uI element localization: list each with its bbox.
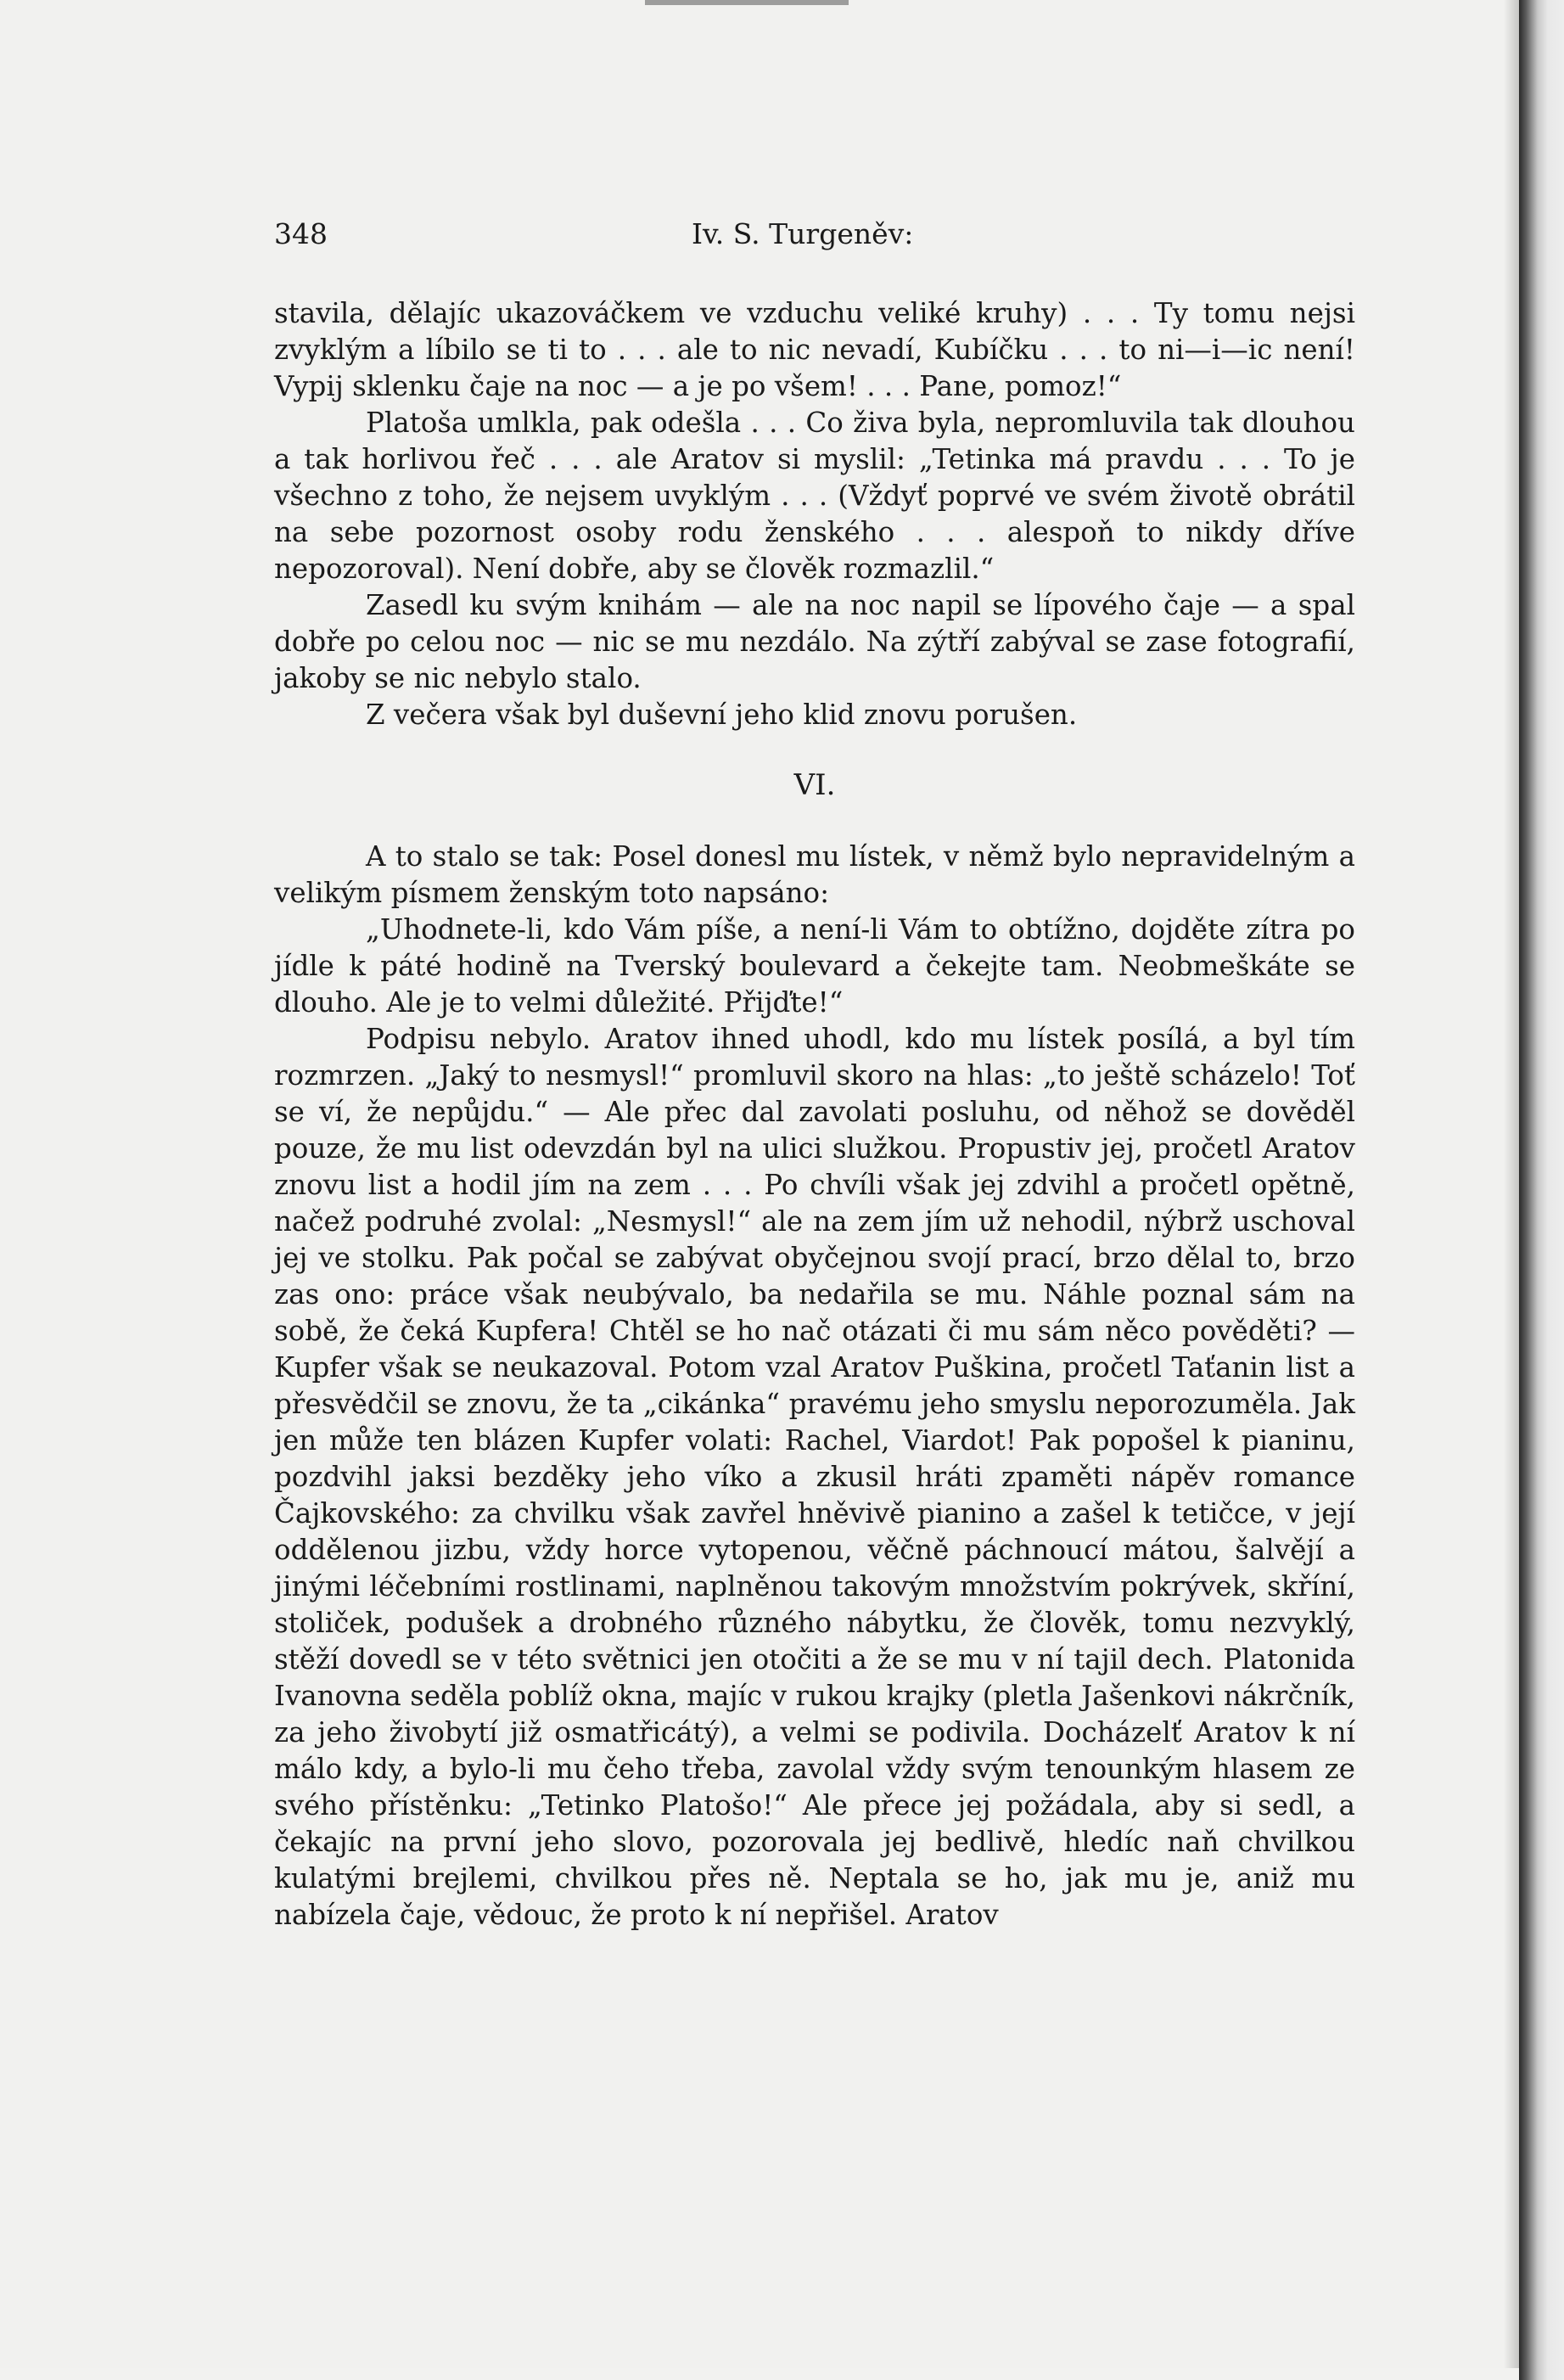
paragraph: „Uhodnete-li, kdo Vám píše, a není-li Vám to obtížno, dojděte zítra po jídle k páté hodině na Tverský boulevard a čekejte tam. Neobmeškáte se dlouho. Ale je to velmi důležité. Přijďte!“	[274, 913, 1355, 1019]
paragraph: Z večera však byl duševní jeho klid znovu porušen.	[366, 699, 1078, 731]
paragraph: A to stalo se tak: Posel donesl mu lístek, v němž bylo nepravidelným a velikým písmem ženským toto napsáno:	[274, 840, 1355, 909]
chapter-heading: VI.	[793, 768, 836, 802]
body-text	[274, 295, 1355, 1934]
paragraph: Platoša umlkla, pak odešla . . . Co živa byla, nepromluvila tak dlouhou a tak horlivou řeč . . . ale Aratov si myslil: „Tetinka má pravdu . . . To je všechno z toho, že nejsem uvyklým . . . (Vždyť poprvé ve svém životě obrátil na sebe pozornost osoby rodu ženského . . . alespoň to nikdy dříve nepozoroval). Není dobře, aby se člověk rozmazlil.“	[274, 407, 1355, 585]
running-header	[274, 217, 1355, 260]
page-edge-shadow	[1504, 0, 1519, 2368]
scan-smudge	[645, 0, 849, 5]
paragraph: Podpisu nebylo. Aratov ihned uhodl, kdo mu lístek posílá, a byl tím rozmrzen. „Jaký to nesmysl!“ promluvil skoro na hlas: „to ještě scházelo! Toť se ví, že nepůjdu.“ — Ale přec dal zavolati posluhu, od něhož se dověděl pouze, že mu list odevzdán byl na ulici služkou. Propustiv jej, pročetl Aratov znovu list a hodil jím na zem . . . Po chvíli však jej zdvihl a pročetl opětně, načež podruhé zvolal: „Nesmysl!“ ale na zem jím už nehodil, nýbrž uschoval jej ve stolku. Pak počal se zabývat obyčejnou svojí prací, brzo dělal to, brzo zas ono: práce však neubývalo, ba nedařila se mu. Náhle poznal sám na sobě, že čeká Kupfera! Chtěl se ho nač otázati či mu sám něco pověděti? — Kupfer však se neukazoval. Potom vzal Aratov Puškina, pročetl Taťanin list a přesvědčil se znovu, že ta „cikánka“ pravému jeho smyslu neporozuměla. Jak jen může ten blázen Kupfer volati: Rachel, Viardot! Pak popošel k pianinu, pozdvihl jaksi bezděky jeho víko a zkusil hráti zpaměti nápěv romance Čajkovského: za chvilku však zavřel hněvivě pianino a zašel k tetičce, v její oddělenou jizbu, vždy horce vytopenou, věčně páchnoucí mátou, šalvějí a jinými léčebními rostlinami, naplněnou takovým množstvím pokrývek, skříní, stoliček, podušek a drobného různého nábytku, že člověk, tomu nezvyklý, stěží dovedl se v této světnici jen otočiti a že se mu v ní tajil dech. Platonida Ivanovna seděla poblíž okna, majíc v rukou krajky (pletla Jašenkovi nákrčník, za jeho živobytí již osmatřicátý), a velmi se podivila. Docházelť Aratov k ní málo kdy, a bylo-li mu čeho třeba, zavolal vždy svým tenounkým hlasem ze svého přístěnku: „Tetinko Platošo!“ Ale přece jej požádala, aby si sedl, a čekajíc na první jeho slovo, pozorovala jej bedlivě, hledíc naň chvilkou kulatými brejlemi, chvilkou přes ně. Neptala se ho, jak mu je, aniž mu nabízela čaje, vědouc, že proto k ní nepřišel. Aratov	[274, 1023, 1355, 1931]
running-title: Iv. S. Turgeněv:	[692, 217, 914, 250]
paragraph: Zasedl ku svým knihám — ale na noc napil se lípového čaje — a spal dobře po celou noc — nic se mu nezdálo. Na zýtří zabýval se zase fotografií, jakoby se nic nebylo stalo.	[274, 589, 1355, 694]
book-gutter	[1519, 0, 1564, 2380]
page-number: 348	[274, 217, 328, 250]
paragraph: stavila, dělajíc ukazováčkem ve vzduchu veliké kruhy) . . . Ty tomu nejsi zvyklým a líbilo se ti to . . . ale to nic nevadí, Kubíčku . . . to ni—i—ic není! Vypij sklenku čaje na noc — a je po všem! . . . Pane, pomoz!“	[274, 297, 1355, 402]
